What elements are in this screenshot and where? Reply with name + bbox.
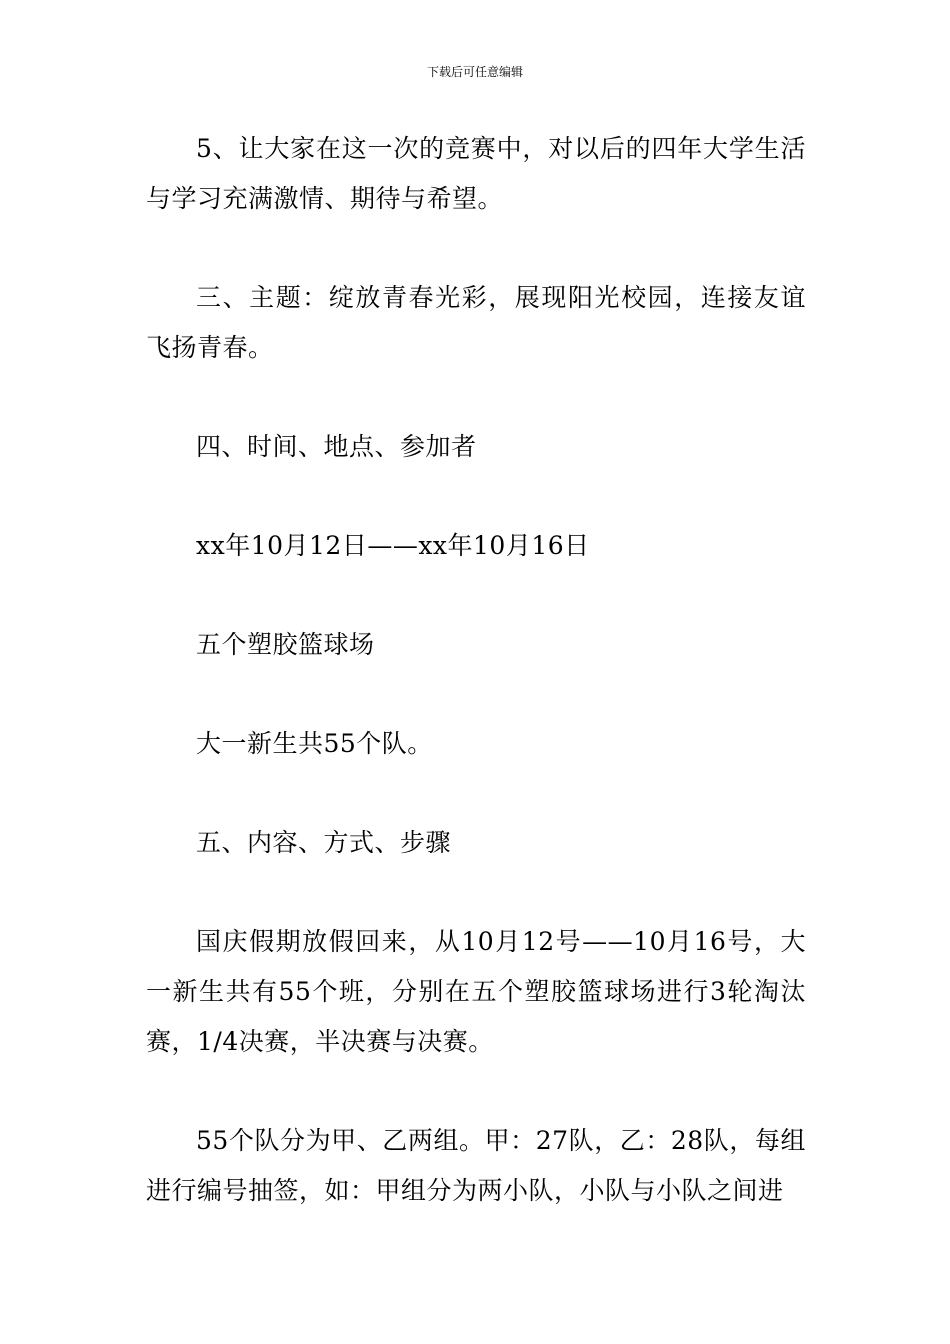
section-heading-content: 五、内容、方式、步骤 [196,828,452,857]
document-body [146,124,806,1216]
paragraph-schedule: 国庆假期放假回来，从10月12号——10月16号，大一新生共有55个班，分别在五个塑胶篮球场进行3轮淘汰赛，1/4决赛，半决赛与决赛。 [146,927,806,1056]
paragraph-goal-5: 5、让大家在这一次的竞赛中，对以后的四年大学生活与学习充满激情、期待与希望。 [146,134,806,213]
paragraph-venue: 五个塑胶篮球场 [196,630,375,659]
paragraph-dates: xx年10月12日——xx年10月16日 [196,531,590,560]
paragraph-participants: 大一新生共55个队。 [196,729,433,758]
section-heading-time-place: 四、时间、地点、参加者 [196,432,477,461]
page-header: 下载后可任意编辑 [426,65,523,79]
paragraph-grouping: 55个队分为甲、乙两组。甲：27队，乙：28队，每组进行编号抽签，如：甲组分为两小队，小队与小队之间进 [146,1126,806,1205]
paragraph-theme: 三、主题：绽放青春光彩，展现阳光校园，连接友谊飞扬青春。 [146,283,806,362]
